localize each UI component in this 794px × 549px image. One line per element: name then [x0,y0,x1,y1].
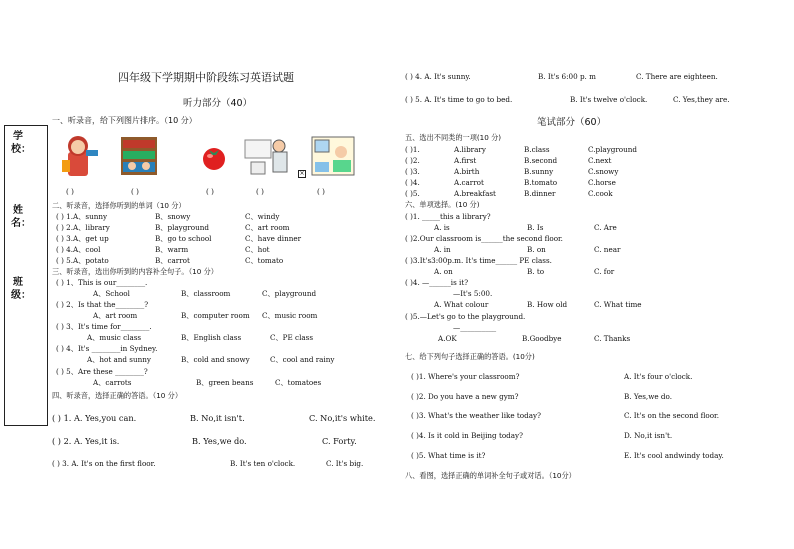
question-text: ( ) 1. A. Yes,you can. [52,413,137,423]
question-text: ( ) 5. A. It's time to go to bed. [405,95,513,104]
question-text: ( ) 5、Are these ________? [56,367,148,376]
list-item: ( ) 2.A、library [56,223,110,232]
list-item: C.snowy [588,167,619,176]
question-text: ( )3.It's3:00p.m. It's time______ PE class. [405,256,552,265]
list-item: C.horse [588,178,616,187]
option-text: A. is [434,223,450,232]
option-text: B. to [527,267,545,276]
name-label: 姓名： [11,205,31,229]
option-text: B、English class [181,333,242,342]
option-text: D. No,it isn't. [624,431,673,440]
list-item: ( ) 1.A、sunny [56,212,108,221]
option-text: B. Is [527,223,544,232]
option-text: A、hot and sunny [87,355,151,364]
listening-section-title: 听力部分（40） [183,98,253,109]
library-picture [120,136,158,176]
list-item: A.first [454,156,477,165]
list-item: ( )5. [405,189,420,198]
list-item: ( )3. [405,167,420,176]
option-text: C. for [594,267,615,276]
list-item: ( ) 4.A、cool [56,245,101,254]
bathroom-picture [311,136,355,176]
question-text: ( )5. What time is it? [411,451,486,460]
option-text: C、tomatoes [275,378,322,387]
question-text: ( )5.—Let's go to the playground. [405,312,526,321]
list-item: B、carrot [155,256,190,265]
school-label: 学校： [11,131,31,155]
option-text: A. It's four o'clock. [624,372,693,381]
question-text: ( ) 4、It's ________in Sydney. [56,344,158,353]
question-text: ( )4. —______is it? [405,278,469,287]
option-text: B.Goodbye [522,334,562,343]
list-item: B.second [524,156,558,165]
list-item: C、windy [245,212,280,221]
list-item: B.class [524,145,550,154]
question-text: ( )2. Do you have a new gym? [411,392,519,401]
option-text: B. No,it isn't. [190,413,245,423]
question-text: ( )1. Where's your classroom? [411,372,520,381]
part3-heading: 三、听录音，选出你听到的内容补全句子。（10 分） [52,267,218,276]
option-text: B、classroom [181,289,231,298]
part6-heading: 六、单项选择。(10 分) [405,200,480,209]
option-text: B. on [527,245,546,254]
option-text: C. What time [594,300,642,309]
list-item: B.dinner [524,189,556,198]
question-text: ( )3. What's the weather like today? [411,411,541,420]
list-item: ( ) 3.A、get up [56,234,109,243]
question-text: ( ) 3、It's time for________. [56,322,152,331]
option-text: B. It's twelve o'clock. [570,95,648,104]
picture4-bracket[interactable]: ( ) [256,187,264,196]
student-info-box [4,125,48,426]
part1-heading: 一、听录音，给下列图片排序。（10 分） [52,116,197,125]
option-text: B、cold and snowy [181,355,250,364]
picture2-bracket[interactable]: ( ) [131,187,139,196]
option-text: B. It's ten o'clock. [230,459,296,468]
list-item: C.next [588,156,612,165]
list-item: ( ) 5.A、potato [56,256,109,265]
teacher-picture [243,136,293,176]
part7-heading: 七、给下列句子选择正确的答语。(10分) [405,352,535,361]
option-text: A、music class [87,333,142,342]
option-text: A、art room [93,311,138,320]
question-text: —__________ [453,323,497,332]
list-item: B、snowy [155,212,191,221]
list-item: ( )4. [405,178,420,187]
picture5-bracket[interactable]: ( ) [317,187,325,196]
list-item: B、playground [155,223,209,232]
question-text: ( ) 4. A. It's sunny. [405,72,471,81]
list-item: ( )2. [405,156,420,165]
question-text: ( ) 3. A. It's on the first floor. [52,459,156,468]
list-item: C、have dinner [245,234,302,243]
option-text: B. Yes,we do. [192,436,247,446]
list-item: B.tomato [524,178,558,187]
picture1-bracket[interactable]: ( ) [66,187,74,196]
option-text: C、playground [262,289,317,298]
option-text: B. How old [527,300,568,309]
option-text: C. near [594,245,621,254]
option-text: C. Yes,they are. [673,95,730,104]
list-item: B.sunny [524,167,554,176]
option-text: B、computer room [181,311,250,320]
part8-heading: 八、看图，选择正确的单词补全句子或对话。（10分） [405,471,576,480]
question-text: ( ) 2. A. Yes,it is. [52,436,120,446]
list-item: C.cook [588,189,613,198]
class-label: 班级： [11,277,31,301]
question-text: ( ) 2、Is that the________? [56,300,149,309]
girl-picture [56,132,100,178]
question-text: ( )2.Our classroom is______the second floor. [405,234,563,243]
option-text: C. Are [594,223,617,232]
option-text: A、School [93,289,130,298]
question-text: ( )1. _____this a library? [405,212,491,221]
part4-heading: 四、听录音，选择正确的答语。（10 分） [52,391,183,400]
list-item: C、tomato [245,256,284,265]
question-text: ( ) 1、This is our________. [56,278,148,287]
option-text: C. Thanks [594,334,631,343]
list-item: A.breakfast [454,189,496,198]
list-item: B、warm [155,245,189,254]
exam-title: 四年级下学期期中阶段练习英语试题 [118,71,294,84]
list-item: C、art room [245,223,290,232]
option-text: A.OK [438,334,457,343]
list-item: A.carrot [454,178,484,187]
list-item: C、hot [245,245,270,254]
list-item: A.library [454,145,486,154]
part5-heading: 五、选出不同类的一项(10 分) [405,133,502,142]
option-text: E. It's cool andwindy today. [624,451,724,460]
option-text: B. It's 6:00 p. m [538,72,596,81]
option-text: C、cool and rainy [270,355,335,364]
question-text: ( )4. Is it cold in Beijing today? [411,431,523,440]
picture3-bracket[interactable]: ( ) [206,187,214,196]
option-text: C. There are eighteen. [636,72,718,81]
question-text: —It's 5:00. [453,289,493,298]
list-item: ( )1. [405,145,420,154]
list-item: A.birth [454,167,480,176]
list-item: C.playground [588,145,637,154]
option-text: A. What colour [434,300,489,309]
option-text: A. in [434,245,451,254]
option-text: C. It's big. [326,459,364,468]
part2-heading: 二、听录音，选择你听到的单词（10 分） [52,201,186,210]
option-text: C. Forty. [322,436,357,446]
option-text: C. No,it's white. [309,413,376,423]
option-text: A、carrots [93,378,132,387]
written-section-title: 笔试部分（60） [537,117,607,128]
option-text: C、PE class [270,333,314,342]
option-text: C、music room [262,311,318,320]
option-text: B、green beans [196,378,254,387]
list-item: B、go to school [155,234,212,243]
option-text: B. Yes,we do. [624,392,672,401]
close-icon: × [299,170,305,177]
option-text: C. It's on the second floor. [624,411,719,420]
tomato-picture [201,144,229,172]
option-text: A. on [434,267,453,276]
